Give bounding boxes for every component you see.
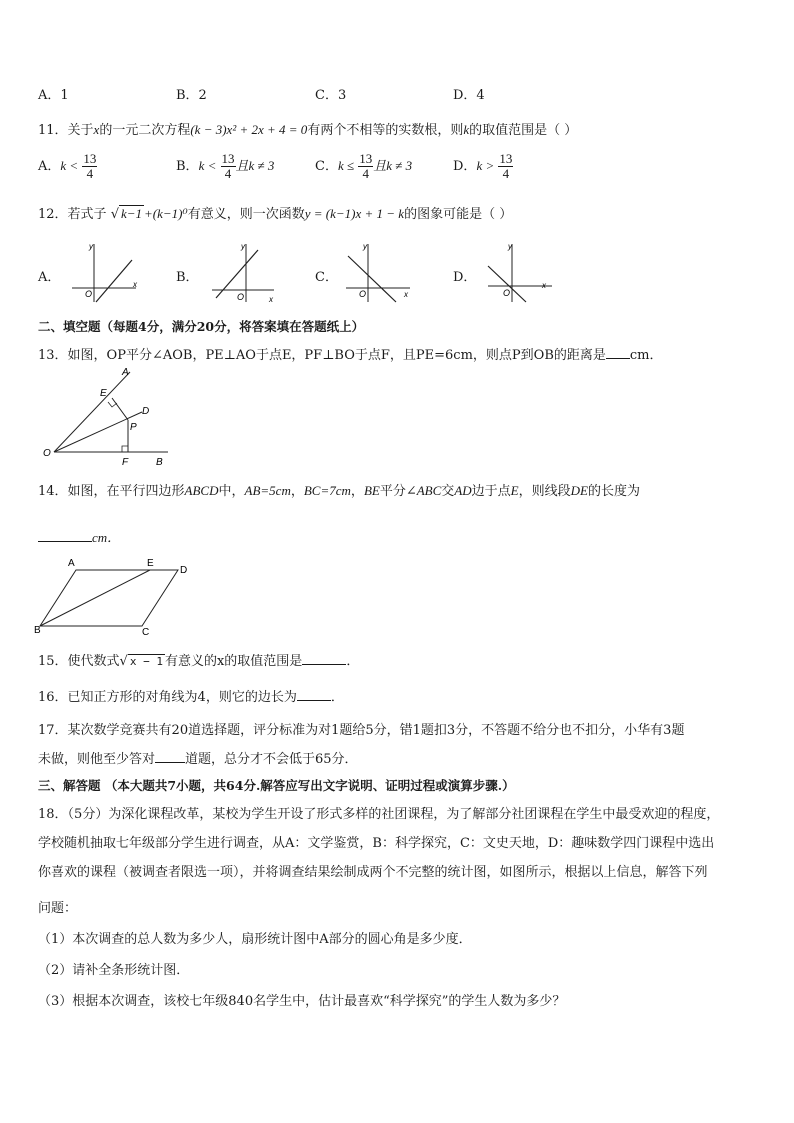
segment-be bbox=[40, 570, 150, 626]
q13-figure bbox=[38, 364, 178, 470]
q18-line2: 学校随机抽取七年级部分学生进行调查，从A：文学鉴赏，B：科学探究，C：文史天地，D：趣味数学四门课程中选出 bbox=[38, 836, 715, 851]
answer-blank bbox=[38, 541, 92, 542]
q16-stem: 16．已知正方形的对角线为4，则它的边长为 ． bbox=[38, 690, 344, 705]
label-e: E bbox=[100, 388, 107, 399]
q15-stem: 15．使代数式√ x − 1 有意义的x的取值范围是 ． bbox=[38, 654, 360, 669]
segment-pe bbox=[112, 398, 128, 420]
x-axis-label: x bbox=[542, 281, 546, 290]
origin-label: O bbox=[503, 288, 511, 298]
label-a: A bbox=[122, 367, 129, 378]
q12-function: y = (k−1)x + 1 − k bbox=[304, 206, 405, 221]
q12-graph-d bbox=[482, 240, 562, 304]
answer-blank bbox=[297, 700, 331, 701]
y-axis-label: y bbox=[241, 242, 245, 251]
q10-option-c: C．3 bbox=[315, 88, 347, 103]
sqrt-sign: √ bbox=[110, 207, 119, 222]
x-axis-label: x bbox=[269, 295, 273, 304]
q18-line4: 问题： bbox=[38, 901, 78, 916]
graph-line bbox=[96, 260, 132, 302]
label-a: A bbox=[68, 558, 75, 569]
label-b: B bbox=[34, 625, 41, 636]
fraction: $\frac{13}{4}$ bbox=[221, 151, 235, 181]
y-axis-label: y bbox=[508, 242, 512, 251]
origin-label: O bbox=[85, 289, 93, 299]
q18-line1: 18．（5分）为深化课程改革，某校为学生开设了形式多样的社团课程，为了解部分社团课程在学生中最受欢迎的程度， bbox=[38, 807, 720, 822]
label-o: O bbox=[43, 448, 51, 459]
q12-option-c-label: C． bbox=[315, 270, 338, 285]
q18-line3: 你喜欢的课程（被调查者限选一项），并将调查结果绘制成两个不完整的统计图，如图所示，根据以上信息，解答下列 bbox=[38, 865, 708, 880]
graph-line bbox=[216, 250, 258, 298]
q18-subquestion-2: （2）请补全条形统计图． bbox=[38, 963, 190, 978]
fraction: $\frac{13}{4}$ bbox=[83, 151, 97, 181]
q10-option-a: A．1 bbox=[38, 88, 69, 103]
label-p: P bbox=[130, 422, 137, 433]
label-d: D bbox=[180, 565, 188, 576]
q11-option-b: B．k < $\frac{13}{4}$ 且k ≠ 3 bbox=[176, 151, 275, 181]
section-2-title: 二、填空题（每题4分，满分20分，将答案填在答题纸上） bbox=[38, 319, 365, 334]
q12-stem: 12．若式子 √ k−1 +(k−1)⁰有意义，则一次函数y = (k−1)x + 1 − k的图象可能是（ ） bbox=[38, 206, 513, 222]
q17-line1: 17．某次数学竞赛共有20道选择题，评分标准为对1题给5分，错1题扣3分，不答题不给分也不扣分，小华有3题 bbox=[38, 723, 685, 738]
y-axis-label: y bbox=[89, 242, 93, 251]
x-axis-label: x bbox=[404, 290, 408, 299]
q18-subquestion-1: （1）本次调查的总人数为多少人，扇形统计图中A部分的圆心角是多少度． bbox=[38, 932, 472, 947]
origin-label: O bbox=[237, 292, 245, 302]
x-axis-label: x bbox=[133, 280, 137, 289]
label-f: F bbox=[122, 457, 129, 468]
q12-graph-b bbox=[206, 240, 286, 304]
origin-label: O bbox=[359, 289, 367, 299]
label-d: D bbox=[142, 406, 150, 417]
fraction: $\frac{13}{4}$ bbox=[499, 151, 513, 181]
parallelogram-abcd bbox=[40, 570, 178, 626]
q11-option-a: A．k < $\frac{13}{4}$ bbox=[38, 151, 97, 181]
q11-stem: 11．关于x的一元二次方程(k − 3)x² + 2x + 4 = 0有两个不相等的实数根，则k的取值范围是（ ） bbox=[38, 122, 578, 138]
q12-option-d-label: D． bbox=[453, 270, 477, 285]
q12-option-b-label: B． bbox=[176, 270, 199, 285]
q13-stem: 13．如图，OP平分∠AOB，PE⊥AO于点E，PF⊥BO于点F，且PE=6cm，则点P到OB的距离是 cm． bbox=[38, 348, 663, 363]
section-3-title: 三、解答题 （本大题共7小题，共64分.解答应写出文字说明、证明过程或演算步骤.） bbox=[38, 778, 515, 793]
q17-line2: 未做，则他至少答对 道题，总分才不会低于65分． bbox=[38, 752, 358, 767]
right-angle-f bbox=[122, 446, 128, 452]
graph-line bbox=[348, 256, 396, 302]
ray-oa bbox=[54, 372, 130, 452]
q14-stem: 14．如图，在平行四边形ABCD中，AB=5cm，BC=7cm，BE平分∠ABC交AD边于点E，则线段DE的长度为 bbox=[38, 483, 640, 499]
q14-figure bbox=[34, 554, 204, 640]
fraction: $\frac{13}{4}$ bbox=[359, 151, 373, 181]
sqrt-sign: √ bbox=[119, 654, 128, 669]
q12-graph-a bbox=[66, 240, 146, 304]
answer-blank bbox=[302, 664, 346, 665]
q18-subquestion-3: （3）根据本次调查，该校七年级840名学生中，估计最喜欢“科学探究”的学生人数为多少？ bbox=[38, 994, 566, 1009]
q11-option-d: D．k > $\frac{13}{4}$ bbox=[453, 151, 513, 181]
label-e: E bbox=[147, 558, 154, 569]
answer-blank bbox=[155, 762, 185, 763]
q12-graph-c bbox=[340, 240, 420, 304]
q14-answer-line: cm． bbox=[38, 527, 120, 546]
q12-option-a-label: A． bbox=[38, 270, 61, 285]
q10-option-b: B．2 bbox=[176, 88, 207, 103]
label-b: B bbox=[156, 457, 163, 468]
q11-equation: (k − 3)x² + 2x + 4 = 0 bbox=[190, 122, 308, 137]
label-c: C bbox=[142, 627, 150, 638]
answer-blank bbox=[606, 358, 630, 359]
q10-option-d: D．4 bbox=[453, 88, 485, 103]
y-axis-label: y bbox=[363, 242, 367, 251]
ray-od bbox=[54, 412, 142, 452]
q11-option-c: C．k ≤ $\frac{13}{4}$ 且k ≠ 3 bbox=[315, 151, 413, 181]
